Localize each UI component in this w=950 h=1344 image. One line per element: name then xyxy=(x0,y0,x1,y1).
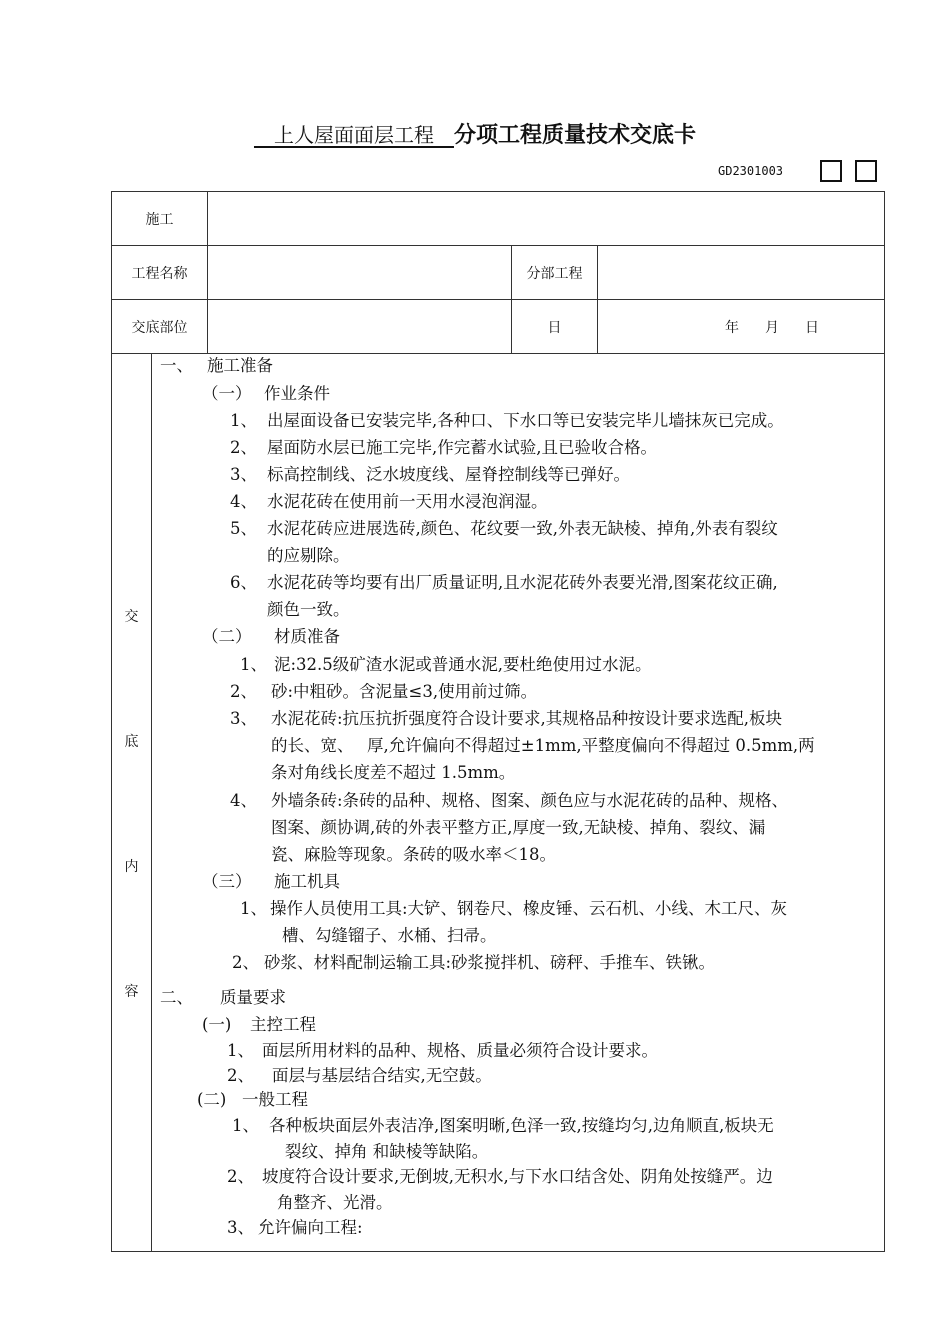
content-item-number: 4、 xyxy=(230,791,257,810)
date-label-cell xyxy=(512,300,598,354)
content-item-text: 槽、勾缝镏子、水桶、扫帚。 xyxy=(282,926,497,945)
content-item-number: （二） xyxy=(202,627,252,646)
content-item-text: 主控工程 xyxy=(250,1015,316,1034)
content-item-number: 2、 xyxy=(230,438,257,457)
content-item-text: 裂纹、掉角 和缺棱等缺陷。 xyxy=(285,1142,489,1161)
construction-value-cell[interactable] xyxy=(208,192,885,246)
content-item-number: 1、 xyxy=(240,655,267,674)
content-item-number: （一） xyxy=(202,384,252,403)
title-card-name: 分项工程质量技术交底卡 xyxy=(453,123,696,148)
title-project-name: 上人屋面面层工程 xyxy=(253,123,454,147)
content-item-text: 质量要求 xyxy=(220,988,286,1007)
side-label-char: 内 xyxy=(124,859,139,875)
disclosure-form-table xyxy=(111,191,885,1252)
project-name-label: 工程名称 xyxy=(131,265,188,282)
content-item-text: 角整齐、光滑。 xyxy=(277,1193,393,1212)
content-item-number: （三） xyxy=(202,872,252,891)
content-item-text: 外墙条砖:条砖的品种、规格、图案、颜色应与水泥花砖的品种、规格、 xyxy=(271,791,789,810)
content-item-number: 4、 xyxy=(230,492,257,511)
content-item-number: 6、 xyxy=(230,573,257,592)
content-item-text: 泥:32.5级矿渣水泥或普通水泥,要杜绝使用过水泥。 xyxy=(274,655,652,674)
content-item-number: 2、 xyxy=(232,953,259,972)
content-item-text: 一般工程 xyxy=(242,1090,308,1109)
side-label-char: 容 xyxy=(124,984,139,1000)
content-item-number: 2、 xyxy=(230,682,257,701)
content-item-text: 各种板块面层外表洁净,图案明晰,色泽一致,按缝均匀,边角顺直,板块无 xyxy=(269,1116,774,1135)
disclosure-location-value-cell[interactable] xyxy=(208,300,512,354)
project-name-label-cell xyxy=(112,246,208,300)
content-item-text: 出屋面设备已安装完毕,各种口、下水口等已安装完毕儿墙抹灰已完成。 xyxy=(267,411,784,430)
construction-label-cell xyxy=(112,192,208,246)
date-day: 日 xyxy=(805,319,819,336)
content-item-number: 2、 xyxy=(227,1066,254,1085)
content-item-number: 5、 xyxy=(230,519,257,538)
content-item-text: 砂浆、材料配制运输工具:砂浆搅拌机、磅秤、手推车、铁锹。 xyxy=(264,953,716,972)
content-item-text: 条对角线长度差不超过 1.5mm。 xyxy=(271,763,516,782)
content-item-number: 1、 xyxy=(230,411,257,430)
side-label-cell xyxy=(112,354,152,1252)
content-item-number: 2、 xyxy=(227,1167,254,1186)
division-label-cell xyxy=(512,246,598,300)
division-label: 分部工程 xyxy=(526,265,583,282)
content-item-text: 操作人员使用工具:大铲、钢卷尺、橡皮锤、云石机、小线、木工尺、灰 xyxy=(270,899,788,918)
content-item-text: 标高控制线、泛水坡度线、屋脊控制线等已弹好。 xyxy=(267,465,630,484)
content-item-text: 施工机具 xyxy=(274,872,340,891)
content-item-text: 屋面防水层已施工完毕,作完蓄水试验,且已验收合格。 xyxy=(267,438,657,457)
disclosure-content xyxy=(152,354,884,1250)
content-item-number: (一) xyxy=(202,1015,232,1034)
content-item-number: 1、 xyxy=(240,899,267,918)
content-item-number: 1、 xyxy=(232,1116,259,1135)
content-item-text: 的应剔除。 xyxy=(267,546,350,565)
disclosure-location-label-cell xyxy=(112,300,208,354)
content-item-text: 坡度符合设计要求,无倒坡,无积水,与下水口结含处、阴角处按缝严。边 xyxy=(262,1167,773,1186)
content-item-text: 作业条件 xyxy=(264,384,330,403)
content-item-number: 3、 xyxy=(227,1218,254,1237)
disclosure-location-label: 交底部位 xyxy=(131,319,188,336)
content-item-number: 一、 xyxy=(160,356,193,375)
content-item-text: 水泥花砖在使用前一天用水浸泡润湿。 xyxy=(267,492,548,511)
content-item-text: 材质准备 xyxy=(274,627,340,646)
content-item-text: 颜色一致。 xyxy=(267,600,350,619)
side-label-char: 底 xyxy=(124,734,139,750)
division-value-cell[interactable] xyxy=(598,246,885,300)
side-label-char: 交 xyxy=(124,609,139,625)
checkbox-2[interactable] xyxy=(855,160,877,182)
checkbox-1[interactable] xyxy=(820,160,842,182)
document-title xyxy=(0,118,950,149)
content-item-number: 3、 xyxy=(230,465,257,484)
date-year: 年 xyxy=(725,319,739,336)
content-item-number: 3、 xyxy=(230,709,257,728)
date-value-cell[interactable] xyxy=(598,300,885,354)
content-item-text: 面层与基层结合结实,无空鼓。 xyxy=(272,1066,492,1085)
date-month: 月 xyxy=(765,319,779,336)
content-item-text: 面层所用材料的品种、规格、质量必须符合设计要求。 xyxy=(262,1041,658,1060)
content-item-text: 水泥花砖等均要有出厂质量证明,且水泥花砖外表要光滑,图案花纹正确, xyxy=(267,573,778,592)
project-name-value-cell[interactable] xyxy=(208,246,512,300)
content-item-text: 水泥花砖:抗压抗折强度符合设计要求,其规格品种按设计要求选配,板块 xyxy=(271,709,783,728)
content-item-text: 施工准备 xyxy=(207,356,273,375)
content-item-text: 水泥花砖应进展选砖,颜色、花纹要一致,外表无缺棱、掉角,外表有裂纹 xyxy=(267,519,778,538)
disclosure-content-cell xyxy=(152,354,885,1252)
content-item-text: 瓷、麻脸等现象。条砖的吸水率＜18。 xyxy=(271,845,556,864)
content-item-number: 1、 xyxy=(227,1041,254,1060)
content-item-number: 二、 xyxy=(160,988,193,1007)
content-item-text: 图案、颜协调,砖的外表平整方正,厚度一致,无缺棱、掉角、裂纹、漏 xyxy=(271,818,766,837)
content-item-number: (二) xyxy=(197,1090,227,1109)
document-code: GD2301003 xyxy=(718,164,784,178)
content-item-text: 的长、宽、 厚,允许偏向不得超过±1mm,平整度偏向不得超过 0.5mm,两 xyxy=(271,736,815,755)
construction-label: 施工 xyxy=(145,211,174,228)
content-item-text: 允许偏向工程: xyxy=(258,1218,363,1237)
date-label: 日 xyxy=(547,319,562,336)
content-item-text: 砂:中粗砂。含泥量≤3,使用前过筛。 xyxy=(271,682,538,701)
